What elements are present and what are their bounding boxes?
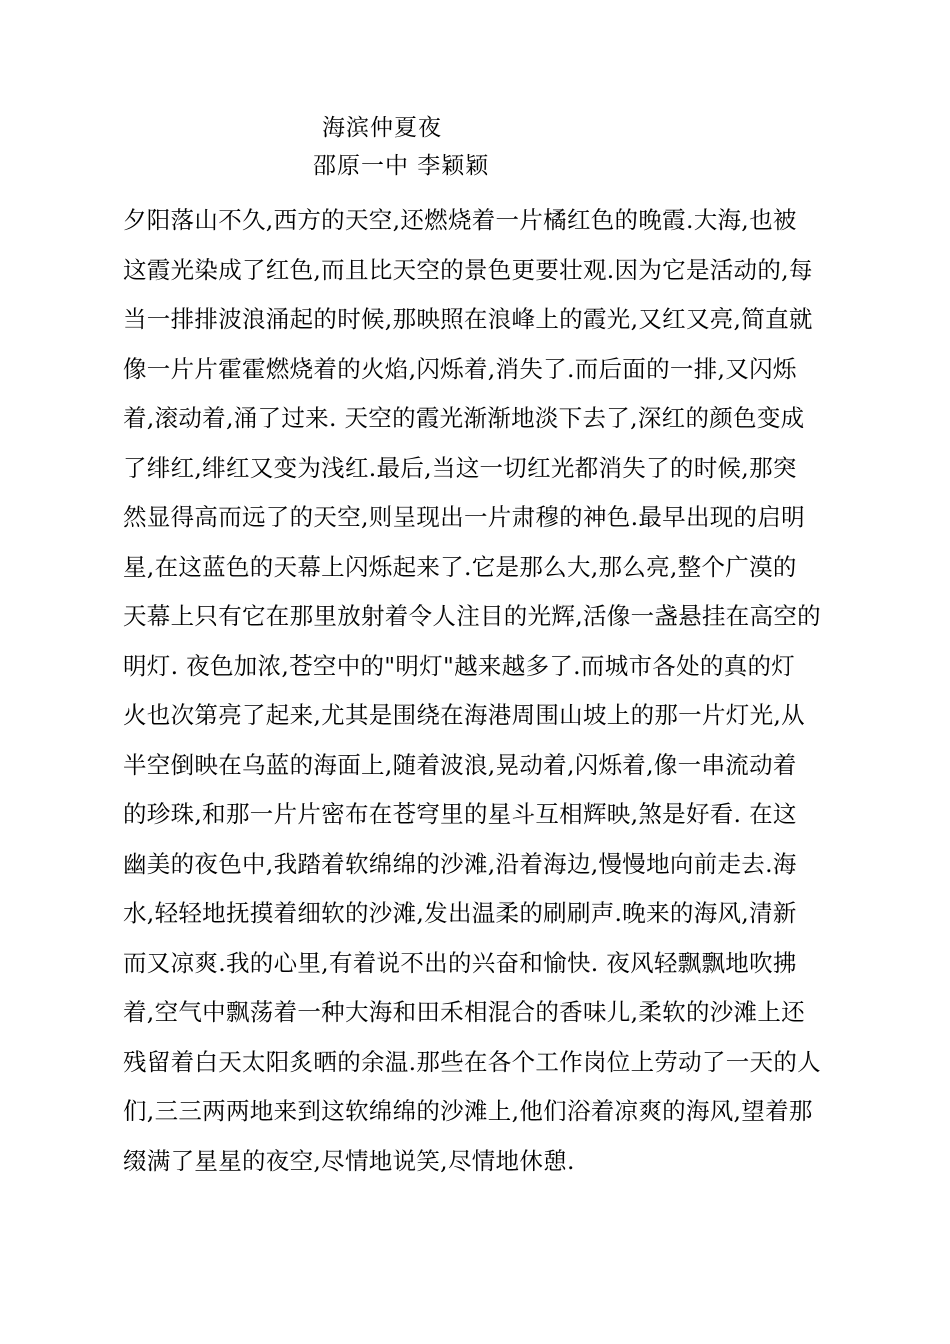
text-line: 而又凉爽.我的心里,有着说不出的兴奋和愉快. 夜风轻飘飘地吹拂	[123, 948, 797, 977]
text-line: 这霞光染成了红色,而且比天空的景色更要壮观.因为它是活动的,每	[123, 255, 813, 284]
text-line: 残留着白天太阳炙晒的余温.那些在各个工作岗位上劳动了一天的人	[123, 1047, 821, 1076]
text-line: 像一片片霍霍燃烧着的火焰,闪烁着,消失了.而后面的一排,又闪烁	[123, 354, 797, 383]
text-line: 水,轻轻地抚摸着细软的沙滩,发出温柔的刷刷声.晚来的海风,清新	[123, 899, 797, 927]
text-line: 的珍珠,和那一片片密布在苍穹里的星斗互相辉映,煞是好看. 在这	[123, 800, 797, 828]
text-line: 幽美的夜色中,我踏着软绵绵的沙滩,沿着海边,慢慢地向前走去.海	[123, 849, 797, 878]
body-paragraph	[123, 196, 833, 1186]
text-line: 火也次第亮了起来,尤其是围绕在海港周围山坡上的那一片灯光,从	[123, 701, 805, 729]
text-line: 星,在这蓝色的天幕上闪烁起来了.它是那么大,那么亮,整个广漠的	[123, 552, 797, 581]
text-line: 缀满了星星的夜空,尽情地说笑,尽情地休憩.	[123, 1146, 575, 1175]
document-author: 邵原一中 李颖颖	[313, 153, 490, 179]
text-line: 当一排排波浪涌起的时候,那映照在浪峰上的霞光,又红又亮,简直就	[123, 305, 813, 333]
document-title: 海滨仲夏夜	[322, 115, 442, 141]
text-line: 着,空气中飘荡着一种大海和田禾相混合的香味儿,柔软的沙滩上还	[123, 998, 805, 1026]
text-line: 们,三三两两地来到这软绵绵的沙滩上,他们浴着凉爽的海风,望着那	[123, 1097, 813, 1125]
text-line: 半空倒映在乌蓝的海面上,随着波浪,晃动着,闪烁着,像一串流动着	[123, 750, 797, 779]
text-line: 了绯红,绯红又变为浅红.最后,当这一切红光都消失了的时候,那突	[123, 453, 797, 482]
text-line: 明灯. 夜色加浓,苍空中的"明灯"越来越多了.而城市各处的真的灯	[123, 651, 796, 680]
text-line: 夕阳落山不久,西方的天空,还燃烧着一片橘红色的晚霞.大海,也被	[123, 206, 797, 234]
text-line: 天幕上只有它在那里放射着令人注目的光辉,活像一盏悬挂在高空的	[123, 602, 821, 630]
text-line: 然显得高而远了的天空,则呈现出一片肃穆的神色.最早出现的启明	[123, 503, 805, 531]
text-line: 着,滚动着,涌了过来. 天空的霞光渐渐地淡下去了,深红的颜色变成	[123, 404, 805, 432]
